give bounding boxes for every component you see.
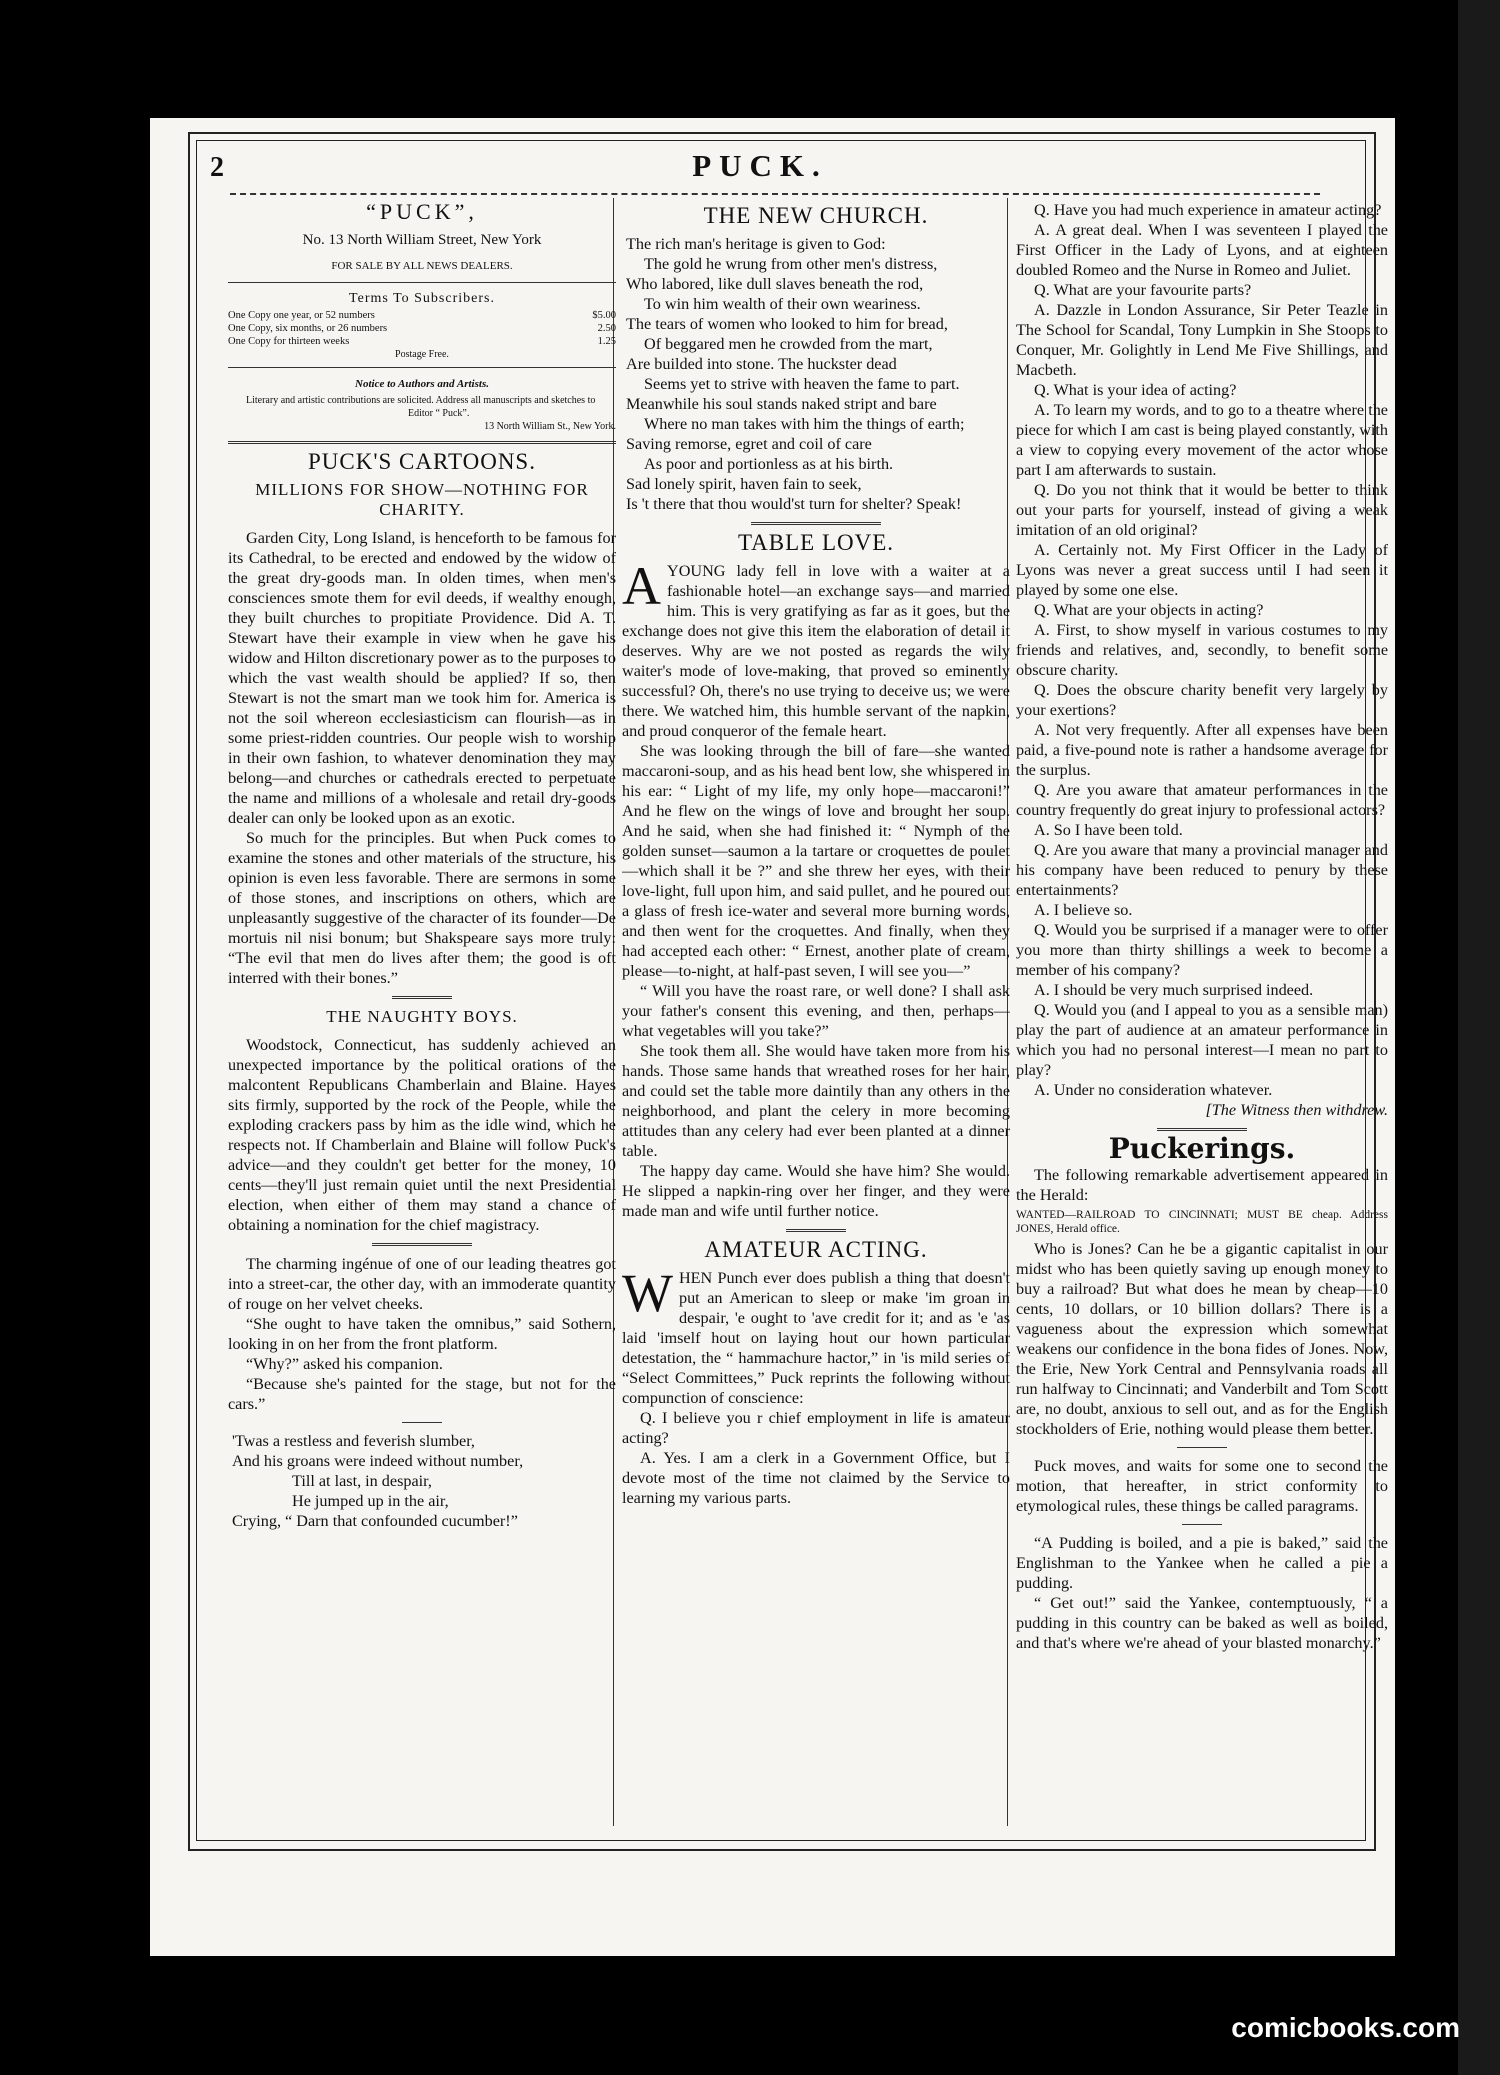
poem-line: Sad lonely spirit, haven fain to seek, — [626, 475, 862, 493]
rates-list — [228, 309, 616, 348]
poem-line: The rich man's heritage is given to God: — [626, 235, 886, 253]
article-paragraph: The charming ingénue of one of our leading theatres got into a street-car, the other day, with an immoderate quantity of rouge on her velvet cheeks. — [228, 1255, 616, 1313]
article-paragraph: “Because she's painted for the stage, but not for the cars.” — [228, 1375, 616, 1413]
article-paragraph: Who is Jones? Can he be a gigantic capitalist in our midst who has been quietly saving up enough money to buy a railroad? But what does he mean by cheap—10 cents, 10 dollars, or 10 billion dollars? There is a vagueness about the expression which somewhat weakens our confidence in the bona fides of Jones. Now, the Erie, New York Central and Pennsylvania roads all run halfway to Cincinnati; and Vanderbilt and Tom Scott are, no doubt, anxious to sell out, and as for the English stockholders of Erie, nothing would please them better. — [1016, 1240, 1388, 1438]
article-paragraph: WHEN Punch ever does publish a thing that doesn't put an American to sleep or make 'im groan in despair, 'e ought to 'ave credit for it; and as 'e 'as laid 'imself hout on laying hout our hown particular detestation, the “ hammachure hactor,” in 'is mild series of “Select Committees,” Puck reprints the following without compunction of conscience: — [622, 1263, 1010, 1407]
amateur-heading: AMATEUR ACTING. — [704, 1237, 928, 1262]
drop-cap: W — [622, 1263, 673, 1323]
article-paragraph: “A Pudding is boiled, and a pie is baked,” said the Englishman to the Yankee when he called a pie a pudding. — [1016, 1534, 1388, 1592]
poem-line: And his groans were indeed without number, — [232, 1452, 524, 1470]
article-paragraph: “ Get out!” said the Yankee, contemptuously, “ a pudding in this country can be baked as well as boiled, and that's where we're ahead of your blasted monarchy.” — [1016, 1594, 1388, 1652]
qa-line: A. Under no consideration whatever. — [1034, 1081, 1273, 1099]
poem-line: 'Twas a restless and feverish slumber, — [232, 1432, 475, 1450]
cartoons-heading: PUCK'S CARTOONS. — [308, 449, 536, 474]
poem-line: Seems yet to strive with heaven the fame to part. — [644, 375, 960, 393]
editor-address: 13 North William St., New York. — [484, 421, 616, 432]
qa-line: A. Not very frequently. After all expenses have been paid, a five-pound note is rather a handsome average for the surplus. — [1016, 721, 1388, 779]
article-paragraph: “ Will you have the roast rare, or well done? I shall ask your father's consent this evening, and then, perhaps— what vegetables will you take?” — [622, 982, 1010, 1040]
notice-heading: Notice to Authors and Artists. — [355, 378, 489, 390]
article-paragraph: Garden City, Long Island, is henceforth to be famous for its Cathedral, to be erected and endowed by the widow of the great dry-goods man. In olden times, when men's consciences smote them for evil deeds, if wealthy enough, they built churches to propitiate Providence. Did A. T. Stewart have their example in view when he gave his widow and Hilton discretionary power as to the purposes to which the vast wealth should be applied? If so, then Stewart is not the smart man we took him for. America is not the soil whereon ecclesiasticism can flourish—as in some priest-ridden countries. Our people wish to worship in their own fashion, to whatever denomination they may belong—and churches or cathedrals erected to perpetuate the name and millions of a wholesale and retail dry-goods dealer can only be looked upon as an exotic. — [228, 529, 616, 827]
qa-line: A. Yes. I am a clerk in a Government Office, but I devote most of the time not claimed by the Service to learning my various parts. — [622, 1449, 1010, 1507]
qa-line: A. I should be very much surprised indeed. — [1034, 981, 1314, 999]
poem-line: The tears of women who looked to him for bread, — [626, 315, 948, 333]
limerick — [228, 1431, 616, 1531]
church-heading: THE NEW CHURCH. — [703, 203, 929, 228]
article-paragraph: So much for the principles. But when Puck comes to examine the stones and other materials of the structure, his opinion is even less favorable. There are sermons in some of those stones, and inscriptions on others, which are unpleasantly suggestive of the character of its founder—De mortuis nil nisi bonum; but Shakspeare says more truly: “The evil that men do lives after them; the good is oft interred with their bones.” — [228, 829, 616, 987]
poem-line: Meanwhile his soul stands naked stript and bare — [626, 395, 937, 413]
qa-line: Q. What is your idea of acting? — [1034, 381, 1237, 399]
qa-line: Q. I believe you r chief employment in life is amateur acting? — [622, 1409, 1010, 1447]
qa-line: A. First, to show myself in various costumes to my friends and relatives, and, secondly, to benefit some obscure charity. — [1016, 621, 1388, 679]
masthead-title: PUCK. — [692, 148, 828, 183]
drop-cap: A — [622, 556, 661, 616]
postage-note: Postage Free. — [395, 349, 449, 360]
article-paragraph: She took them all. She would have taken more from his hands. Those same hands that wreathed roses for her hair, and could set the table more daintily than any others in the neighborhood, and plant the celery in more becoming attitudes than any celery had ever been planted at a dinner table. — [622, 1042, 1010, 1160]
poem-line: Crying, “ Darn that confounded cucumber!” — [232, 1512, 518, 1530]
divider — [372, 1243, 472, 1246]
qa-line: A. Dazzle in London Assurance, Sir Peter Teazle in The School for Scandal, Tony Lumpkin in She Stoops to Conquer, Mr. Golightly in Lend Me Five Shillings, and Macbeth. — [1016, 301, 1388, 379]
poem-line: Till at last, in despair, — [292, 1472, 432, 1490]
poem-line: Saving remorse, egret and coil of care — [626, 435, 872, 453]
church-poem — [622, 234, 1010, 514]
editor-line: Editor “ Puck”. — [408, 408, 470, 419]
poem-line: The gold he wrung from other men's distress, — [644, 255, 938, 273]
qa-line: Q. Are you aware that many a provincial manager and his company have been reduced to penury by these entertainments? — [1016, 841, 1388, 899]
notice-text: Literary and artistic contributions are solicited. Address all manuscripts and sketches to — [246, 395, 596, 406]
rate-row: One Copy for thirteen weeks 1.25 — [228, 336, 616, 347]
article-paragraph: She was looking through the bill of fare—she wanted maccaroni-soup, and as his head bent low, she whispered in his ear: “ Light of my life, my only hope—maccaroni!” And he flew on the wings of love and brought her soup. And he said, when she had finished it: “ Nymph of the golden sunset—saumon a la tartare or croquettes de poulet—which shall it be ?” and she threw her eyes, with their love-light, full upon him, and said pullet, and he poured out a glass of fresh ice-water and several more burning words, and then went for the croquettes. And finally, when they had accepted each other: “ Ernest, another plate of cream, please—to-night, at half-past seven, I will see you—” — [622, 742, 1010, 980]
article-paragraph: Puck moves, and waits for some one to second the motion, that hereafter, in strict conformity to etymological rules, these things be called paragrams. — [1016, 1457, 1388, 1515]
poem-line: To win him wealth of their own weariness. — [644, 295, 921, 313]
qa-line: Q. What are your favourite parts? — [1034, 281, 1252, 299]
divider — [392, 996, 452, 999]
poem-line: Are builded into stone. The huckster dead — [626, 355, 897, 373]
puckerings-heading: Puckerings. — [1108, 1132, 1296, 1165]
divider — [786, 1229, 846, 1232]
page-number: 2 — [210, 152, 224, 183]
article-paragraph: Woodstock, Connecticut, has suddenly achieved an unexpected importance by the political orations of the malcontent Republicans Chamberlain and Blaine. Hayes sits firmly, supported by the rock of the People, while the exploding crackers pass by him as the idle wind, which he respects not. If Chamberlain and Blaine will follow Puck's advice—and they couldn't get better for the money, 10 cents—they'll just remain quiet until the next Presidential election, when either of them may stand a chance of obtaining a nomination for the chief magistracy. — [228, 1036, 616, 1234]
divider — [1157, 1128, 1247, 1131]
article-paragraph: “She ought to have taken the omnibus,” said Sothern, looking in on her from the front platform. — [228, 1315, 616, 1353]
poem-line: Is 't there that thou would'st turn for shelter? Speak! — [626, 495, 962, 513]
witness-withdrew: [The Witness then withdrew. — [1205, 1101, 1388, 1119]
qa-line: Q. Have you had much experience in amateur acting? — [1034, 201, 1382, 219]
rate-row: One Copy, six months, or 26 numbers 2.50 — [228, 323, 616, 334]
millions-heading: MILLIONS FOR SHOW—NOTHING FOR CHARITY. — [255, 480, 589, 519]
article-paragraph: The following remarkable advertisement appeared in the Herald: — [1016, 1166, 1388, 1204]
divider — [751, 522, 881, 525]
divider — [228, 367, 616, 368]
divider — [402, 1422, 442, 1423]
rate-row: One Copy one year, or 52 numbers $5.00 — [228, 310, 616, 321]
qa-line: A. A great deal. When I was seventeen I played the First Officer in the Lady of Lyons, and at eighteen doubled Romeo and the Nurse in Romeo and Juliet. — [1016, 221, 1388, 279]
naughty-heading: THE NAUGHTY BOYS. — [326, 1007, 518, 1026]
puck-address: No. 13 North William Street, New York — [302, 232, 542, 248]
qa-line: A. I believe so. — [1034, 901, 1133, 919]
divider — [228, 282, 616, 283]
article-paragraph: AYOUNG lady fell in love with a waiter at a fashionable hotel—an exchange says—and married him. This is very gratifying as far as it goes, but the exchange does not give this item the elaboration of detail it deserves. Why are we not posted as regards the wily waiter's mode of love-making, that proved so eminently successful? Oh, there's no use trying to deceive us; we were there. We watched him, this humble servant of the napkin, and proud conqueror of the female heart. — [622, 556, 1010, 740]
qa-line: Q. What are your objects in acting? — [1034, 601, 1264, 619]
qa-line: Q. Are you aware that amateur performances in the country frequently do great injury to professional actors? — [1016, 781, 1388, 819]
column-2 — [622, 200, 1010, 1508]
divider — [228, 441, 616, 444]
table-love-heading: TABLE LOVE. — [737, 530, 895, 555]
qa-line: Q. Would you be surprised if a manager were to offer you more than thirty shillings a week to become a member of his company? — [1016, 921, 1388, 979]
column-1 — [228, 200, 616, 1531]
qa-line: Q. Would you (and I appeal to you as a sensible man) play the part of audience at an amateur performance in which you had no personal interest—I mean no part to play? — [1016, 1001, 1388, 1079]
poem-line: Who labored, like dull slaves beneath the rod, — [626, 275, 924, 293]
header-rule — [230, 193, 1320, 195]
article-paragraph: The happy day came. Would she have him? She would. He slipped a napkin-ring over her finger, and they were made man and wife until further notice. — [622, 1162, 1010, 1220]
poem-line: Where no man takes with him the things of earth; — [644, 415, 965, 433]
for-sale-note: FOR SALE BY ALL NEWS DEALERS. — [331, 260, 513, 272]
qa-line: A. To learn my words, and to go to a theatre where the piece for which I am cast is being played constantly, with a view to copying every movement of the actor whose part I am afterwards to sustain. — [1016, 401, 1388, 479]
binding-edge — [1458, 0, 1500, 2075]
puck-name: “PUCK”, — [366, 200, 478, 224]
qa-line: Q. Does the obscure charity benefit very largely by your exertions? — [1016, 681, 1388, 719]
divider — [1182, 1524, 1222, 1525]
divider — [1177, 1447, 1227, 1448]
qa-line: A. So I have been told. — [1034, 821, 1183, 839]
poem-line: As poor and portionless as at his birth. — [644, 455, 894, 473]
terms-heading: Terms To Subscribers. — [349, 291, 495, 306]
article-paragraph: “Why?” asked his companion. — [246, 1355, 443, 1373]
column-3 — [1016, 200, 1388, 1653]
site-watermark: comicbooks.com — [1231, 2012, 1460, 2043]
poem-line: He jumped up in the air, — [292, 1492, 449, 1510]
qa-line: A. Certainly not. My First Officer in the Lady of Lyons was never a great success until I had seen it played by some one else. — [1016, 541, 1388, 599]
poem-line: Of beggared men he crowded from the mart, — [644, 335, 933, 353]
qa-line: Q. Do you not think that it would be better to think out your parts for yourself, instead of giving a weak imitation of an old original? — [1016, 481, 1388, 539]
advertisement: WANTED—RAILROAD TO CINCINNATI; MUST BE cheap. Address JONES, Herald office. — [1016, 1209, 1388, 1235]
